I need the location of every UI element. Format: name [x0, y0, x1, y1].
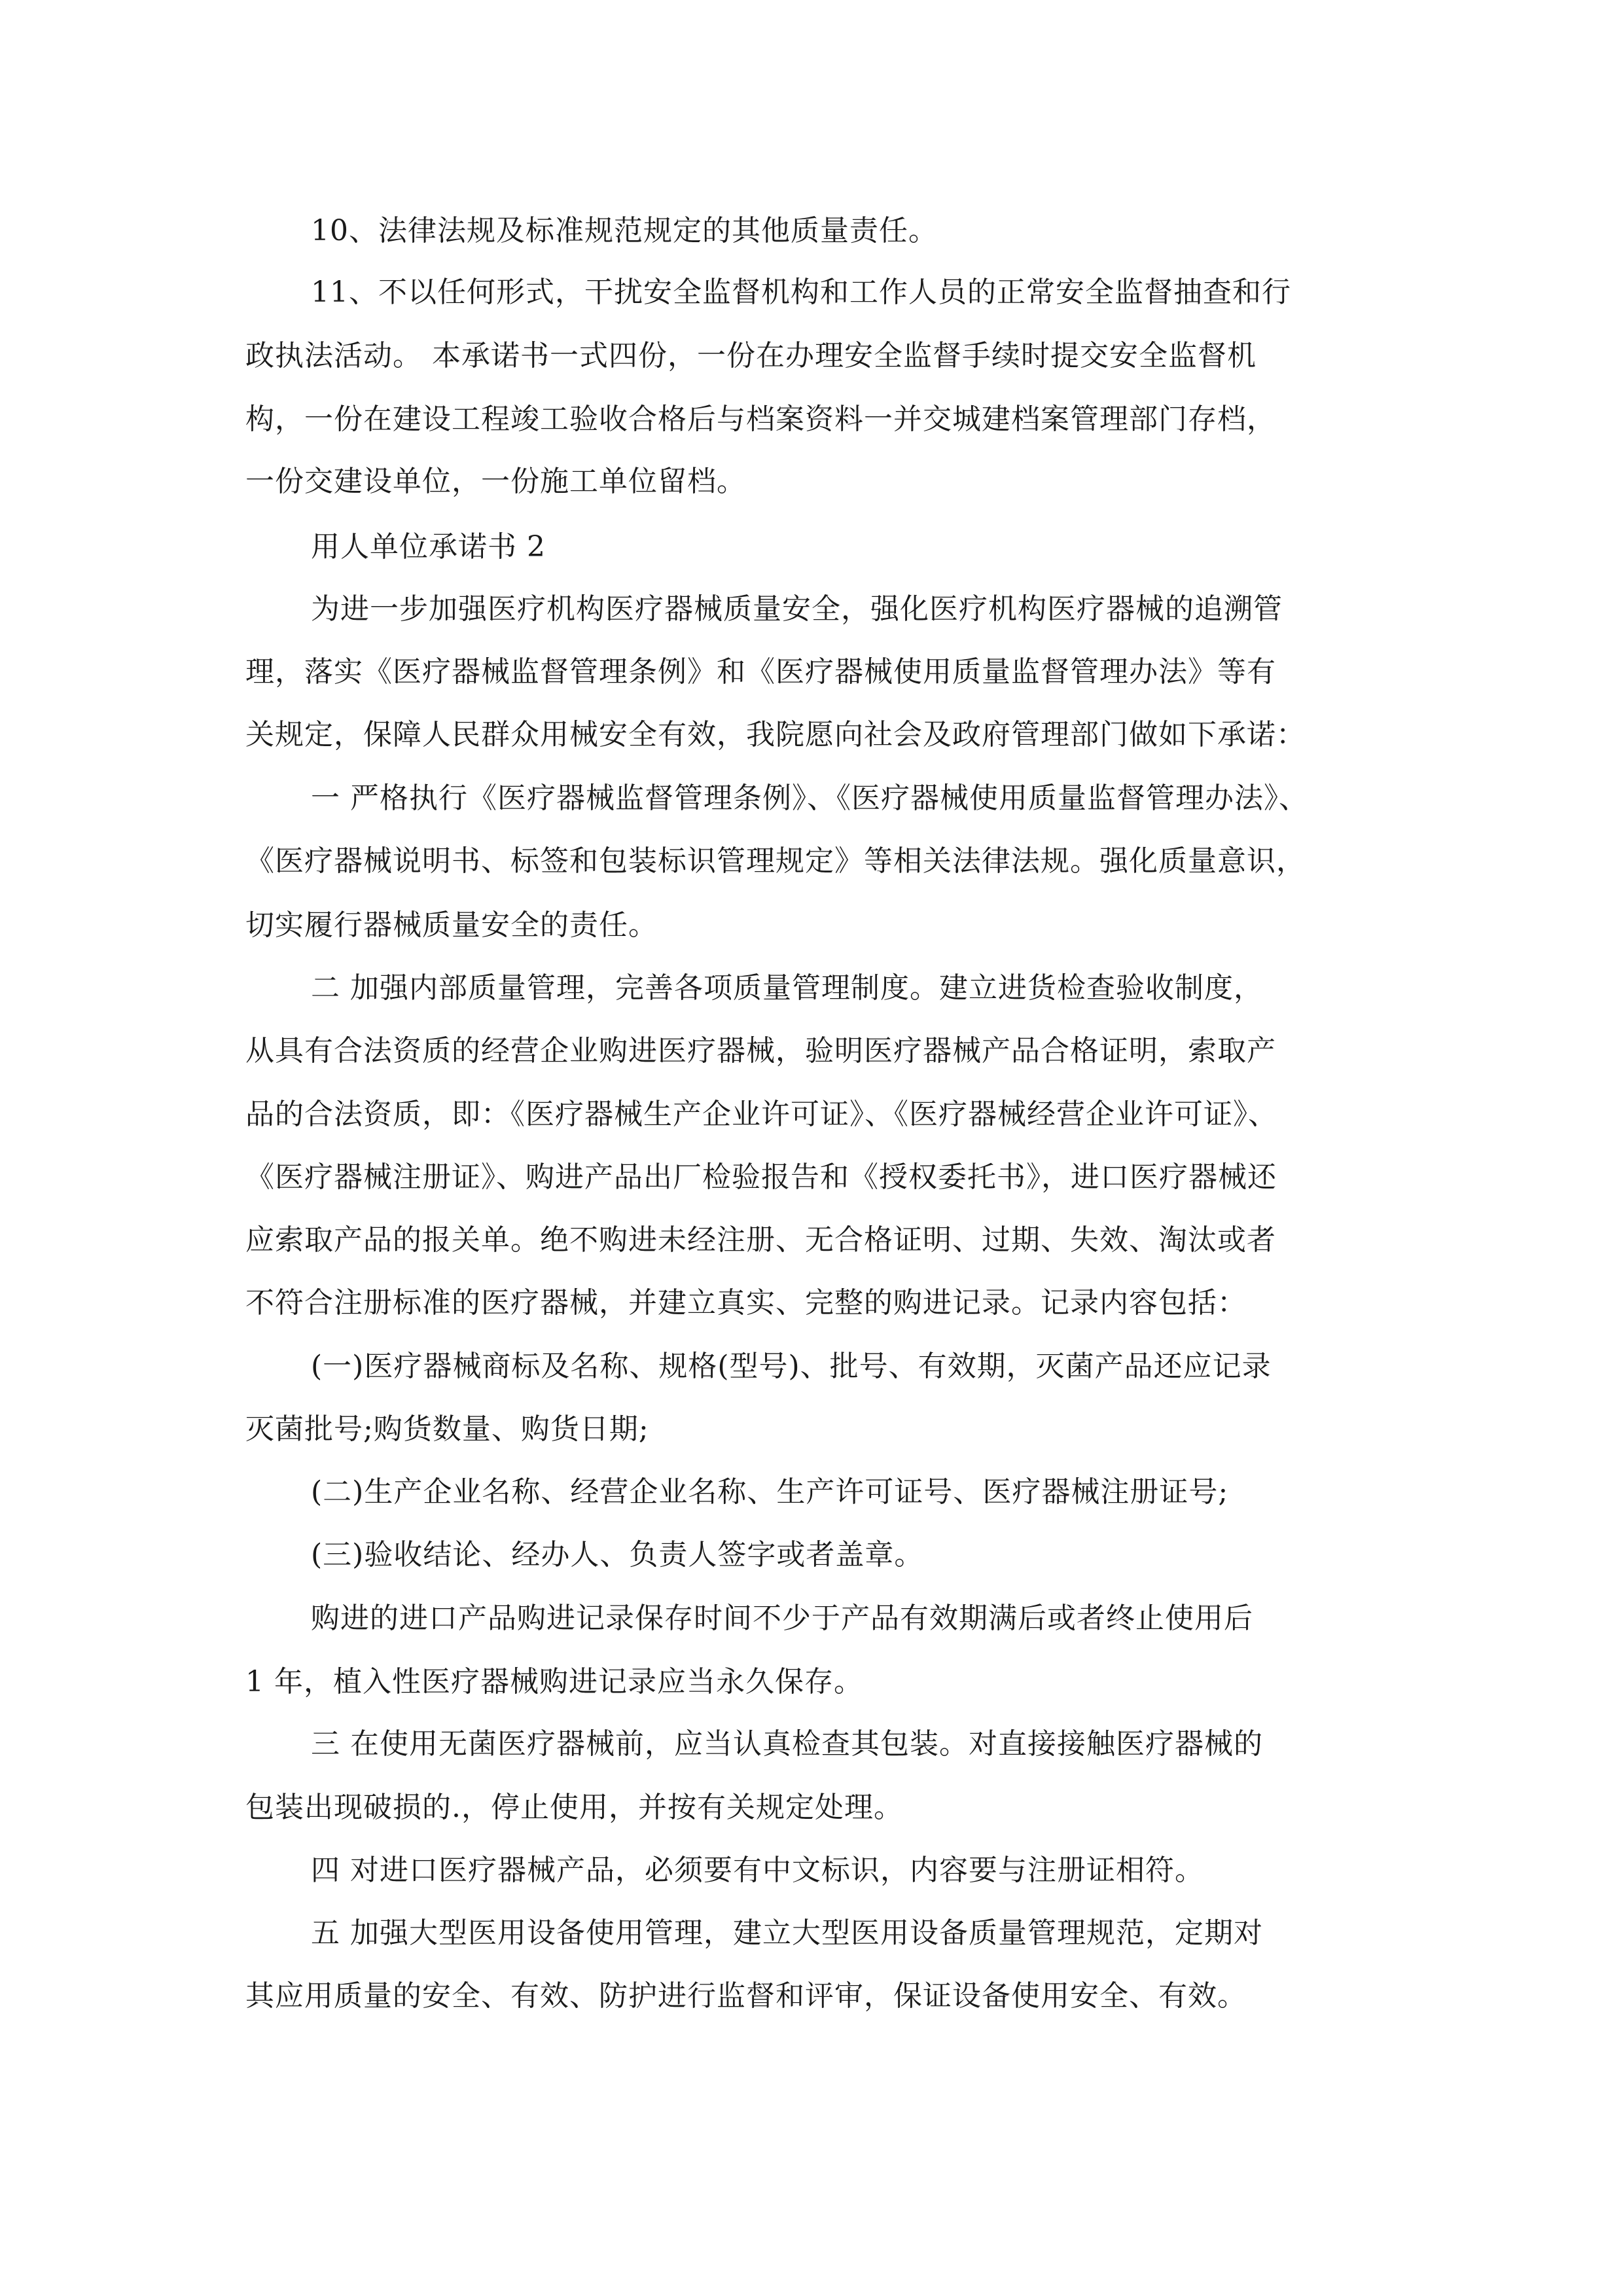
- paragraph-line: (二)生产企业名称、经营企业名称、生产许可证号、医疗器械注册证号;: [311, 1475, 1229, 1509]
- paragraph-line: 11、不以任何形式，干扰安全监督机构和工作人员的正常安全监督抽查和行: [311, 276, 1291, 309]
- paragraph-line: 不符合注册标准的医疗器械，并建立真实、完整的购进记录。记录内容包括：: [245, 1286, 1247, 1319]
- paragraph-line: 为进一步加强医疗机构医疗器械质量安全，强化医疗机构医疗器械的追溯管: [311, 592, 1283, 626]
- paragraph-line: 二 加强内部质量管理，完善各项质量管理制度。建立进货检查验收制度，: [311, 971, 1263, 1005]
- paragraph-line: 一份交建设单位，一份施工单位留档。: [245, 465, 746, 498]
- paragraph-line: 五 加强大型医用设备使用管理，建立大型医用设备质量管理规范，定期对: [311, 1916, 1263, 1950]
- paragraph-line: 10、法律法规及标准规范规定的其他质量责任。: [311, 214, 938, 247]
- paragraph-line: 应索取产品的报关单。绝不购进未经注册、无合格证明、过期、失效、淘汰或者: [245, 1223, 1276, 1257]
- paragraph-line: 关规定，保障人民群众用械安全有效，我院愿向社会及政府管理部门做如下承诺：: [245, 718, 1306, 751]
- paragraph-line: 从具有合法资质的经营企业购进医疗器械，验明医疗器械产品合格证明，索取产: [245, 1034, 1276, 1067]
- section-heading: 用人单位承诺书 2: [311, 530, 546, 564]
- paragraph-line: 购进的进口产品购进记录保存时间不少于产品有效期满后或者终止使用后: [311, 1602, 1253, 1635]
- paragraph-line: 三 在使用无菌医疗器械前，应当认真检查其包装。对直接接触医疗器械的: [311, 1727, 1263, 1761]
- paragraph-line: 理，落实《医疗器械监督管理条例》和《医疗器械使用质量监督管理办法》等有: [245, 655, 1276, 689]
- paragraph-line: 1 年，植入性医疗器械购进记录应当永久保存。: [245, 1665, 863, 1698]
- paragraph-line: (一)医疗器械商标及名称、规格(型号)、批号、有效期，灭菌产品还应记录: [311, 1350, 1272, 1383]
- paragraph-line: 品的合法资质，即：《医疗器械生产企业许可证》、《医疗器械经营企业许可证》、: [245, 1098, 1277, 1131]
- paragraph-line: 其应用质量的安全、有效、防护进行监督和评审，保证设备使用安全、有效。: [245, 1979, 1247, 2013]
- paragraph-line: 《医疗器械注册证》、购进产品出厂检验报告和《授权委托书》，进口医疗器械还: [245, 1160, 1277, 1194]
- paragraph-line: 四 对进口医疗器械产品，必须要有中文标识，内容要与注册证相符。: [311, 1854, 1204, 1887]
- paragraph-line: 政执法活动。 本承诺书一式四份，一份在办理安全监督手续时提交安全监督机: [245, 339, 1257, 372]
- paragraph-line: 构，一份在建设工程竣工验收合格后与档案资料一并交城建档案管理部门存档，: [245, 403, 1276, 436]
- paragraph-line: 包装出现破损的.，停止使用，并按有关规定处理。: [245, 1791, 903, 1824]
- paragraph-line: 切实履行器械质量安全的责任。: [245, 908, 658, 942]
- paragraph-line: (三)验收结论、经办人、负责人签字或者盖章。: [311, 1538, 924, 1571]
- paragraph-line: 一 严格执行《医疗器械监督管理条例》、《医疗器械使用质量监督管理办法》、: [311, 781, 1308, 815]
- paragraph-line: 《医疗器械说明书、标签和包装标识管理规定》等相关法律法规。强化质量意识，: [245, 844, 1306, 878]
- paragraph-line: 灭菌批号;购货数量、购货日期;: [245, 1412, 649, 1446]
